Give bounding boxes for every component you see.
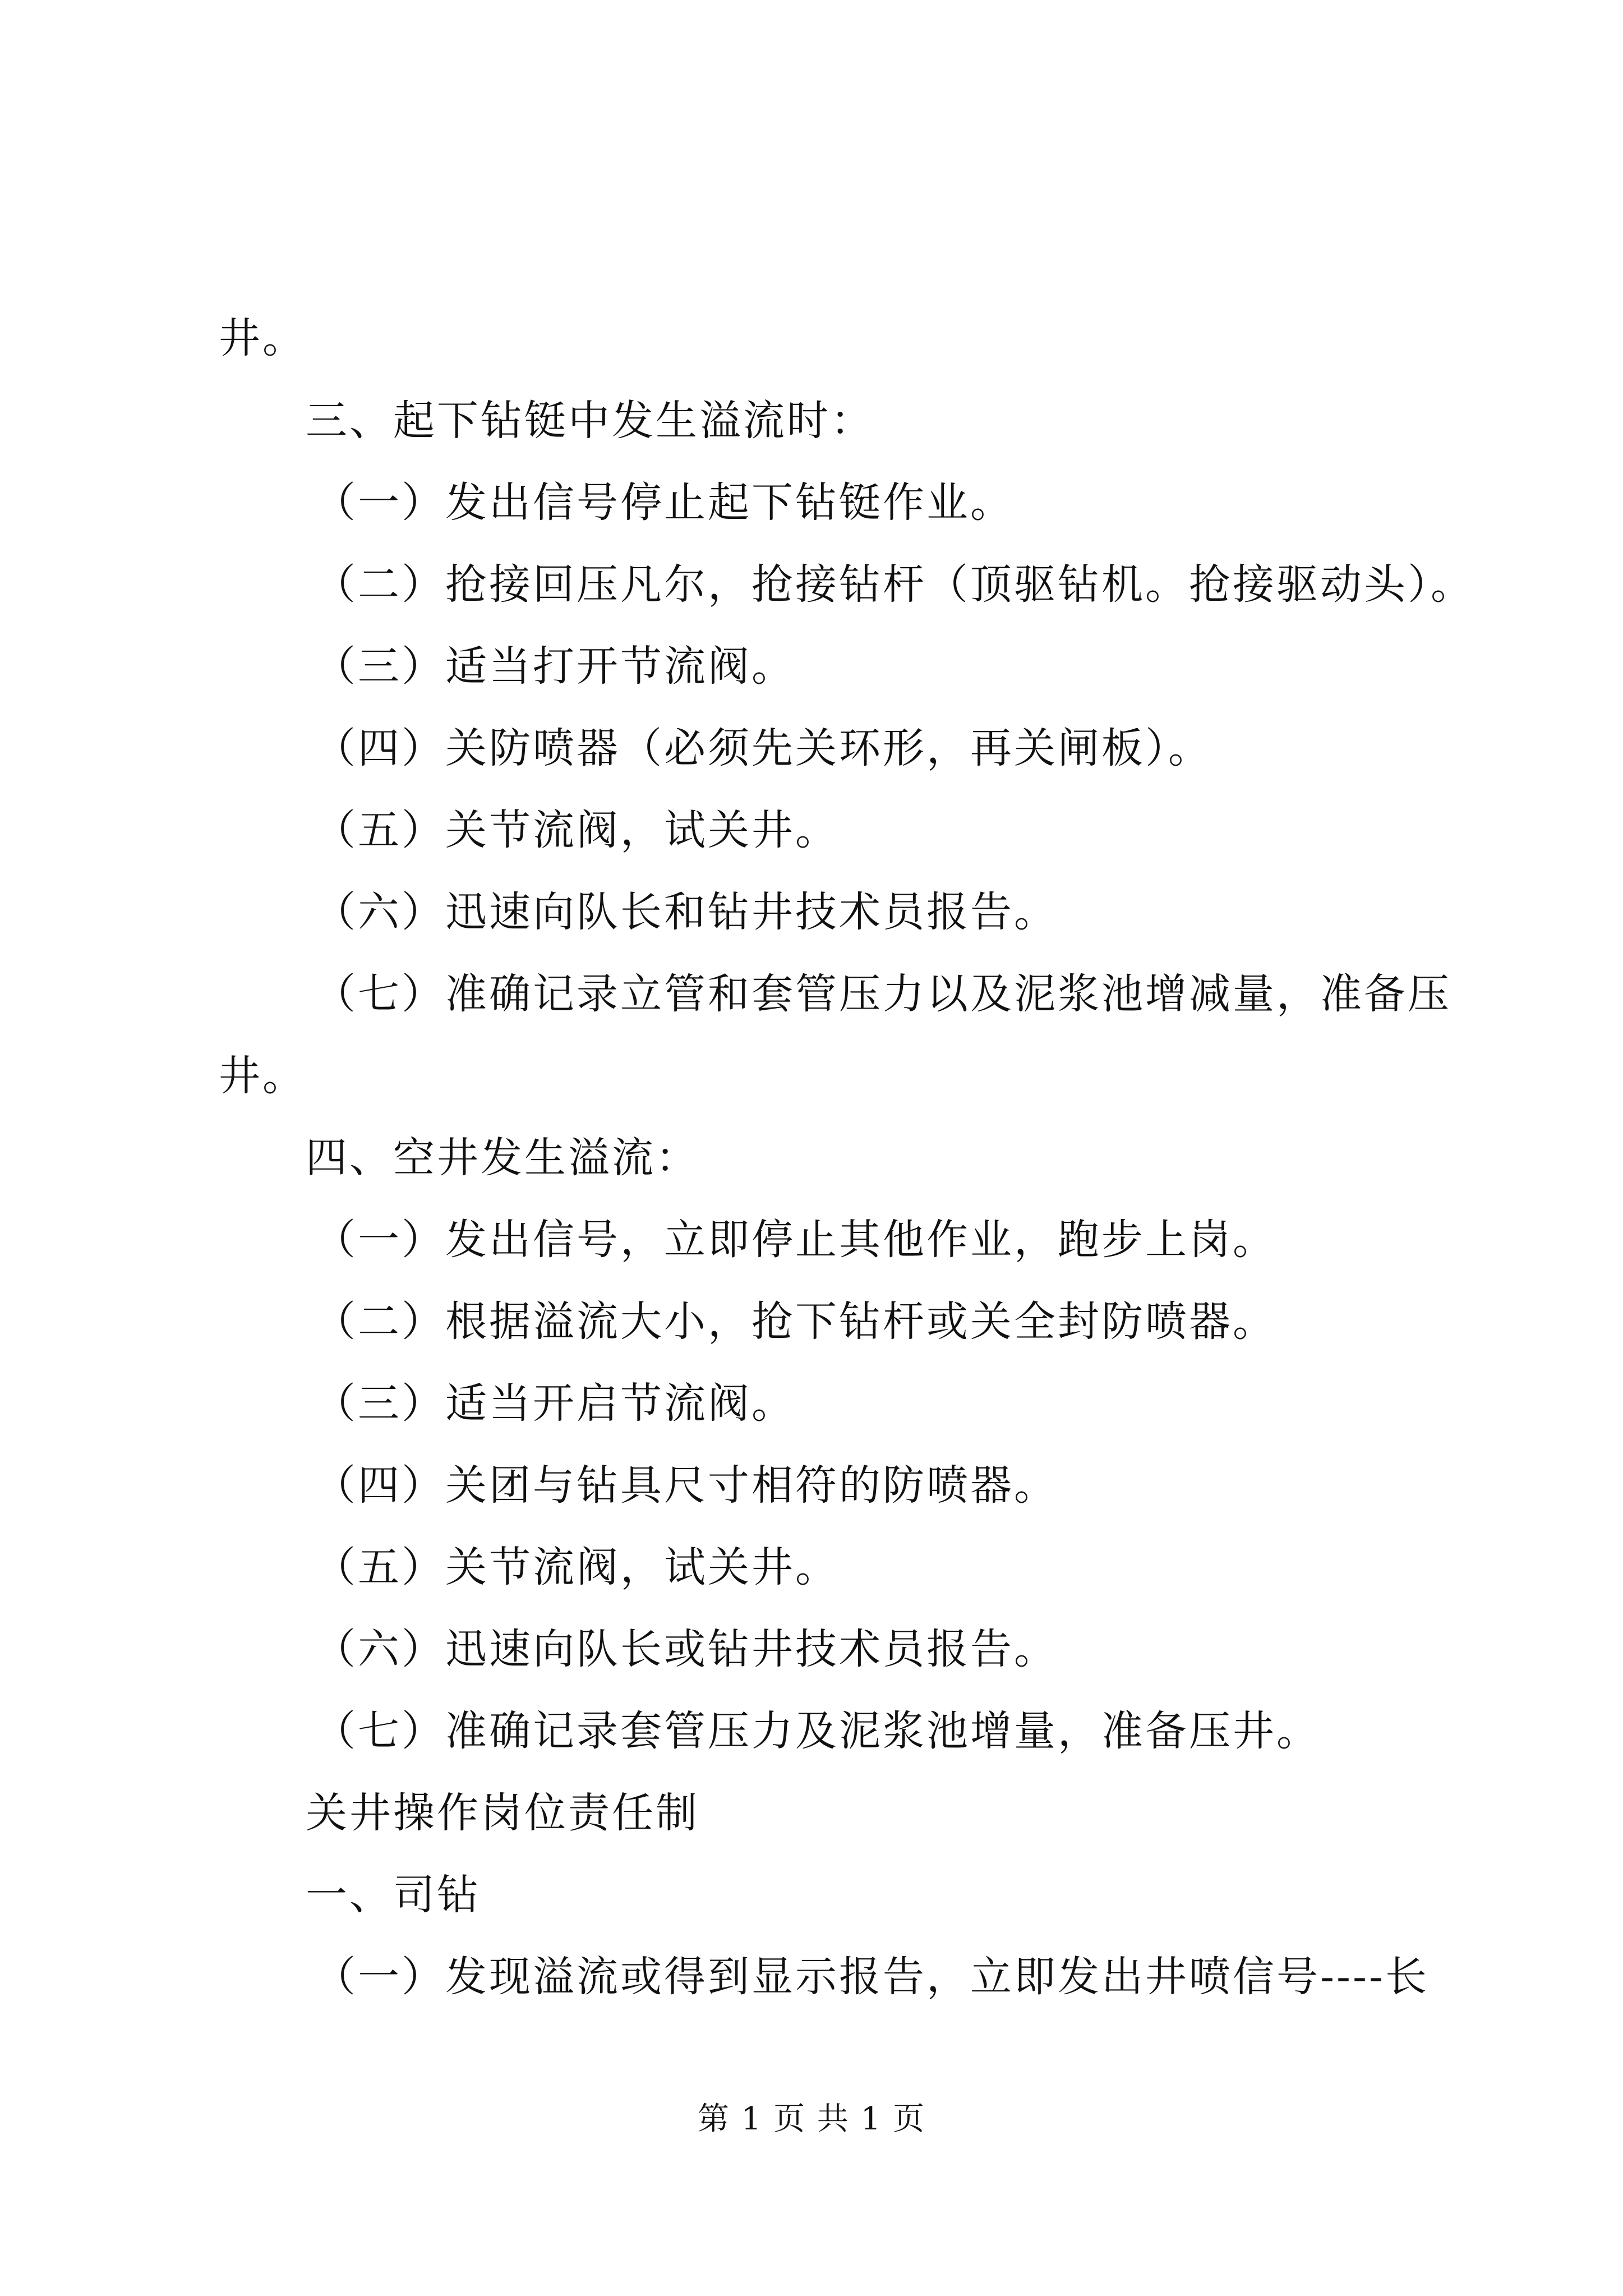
list-item: （二）抢接回压凡尔，抢接钻杆（顶驱钻机。抢接驱动头）。 [314,560,1474,609]
list-item: （一）发出信号停止起下钻铤作业。 [314,478,1014,527]
text-line: 井。 [219,1052,306,1100]
section-heading: 三、起下钻铤中发生溢流时： [306,397,874,445]
list-item: （四）关团与钻具尺寸相符的防喷器。 [314,1461,1058,1510]
list-item: （五）关节流阀，试关井。 [314,806,839,854]
list-item: （六）迅速向队长和钻井技术员报告。 [314,888,1058,936]
text-line: 井。 [219,314,306,362]
list-item: （七）准确记录套管压力及泥浆池增量，准备压井。 [314,1707,1320,1755]
section-title: 关井操作岗位责任制 [306,1789,699,1837]
list-item: （一）发出信号，立即停止其他作业，跑步上岗。 [314,1216,1276,1264]
list-item: （五）关节流阀，试关井。 [314,1543,839,1591]
list-item: （六）迅速向队长或钻井技术员报告。 [314,1625,1058,1673]
list-item: （一）发现溢流或得到显示报告，立即发出井喷信号----长 [314,1953,1430,2001]
page-footer: 第 1 页 共 1 页 [697,2101,926,2137]
list-item: （四）关防喷器（必须先关环形，再关闸板）。 [314,724,1212,772]
section-heading: 四、空井发生溢流： [306,1134,699,1182]
list-item: （七）准确记录立管和套管压力以及泥浆池增减量，准备压 [314,970,1451,1018]
list-item: （三）适当打开节流阀。 [314,642,795,691]
list-item: （三）适当开启节流阀。 [314,1379,795,1428]
list-item: （二）根据溢流大小，抢下钻杆或关全封防喷器。 [314,1297,1276,1346]
section-heading: 一、司钻 [306,1871,481,1919]
